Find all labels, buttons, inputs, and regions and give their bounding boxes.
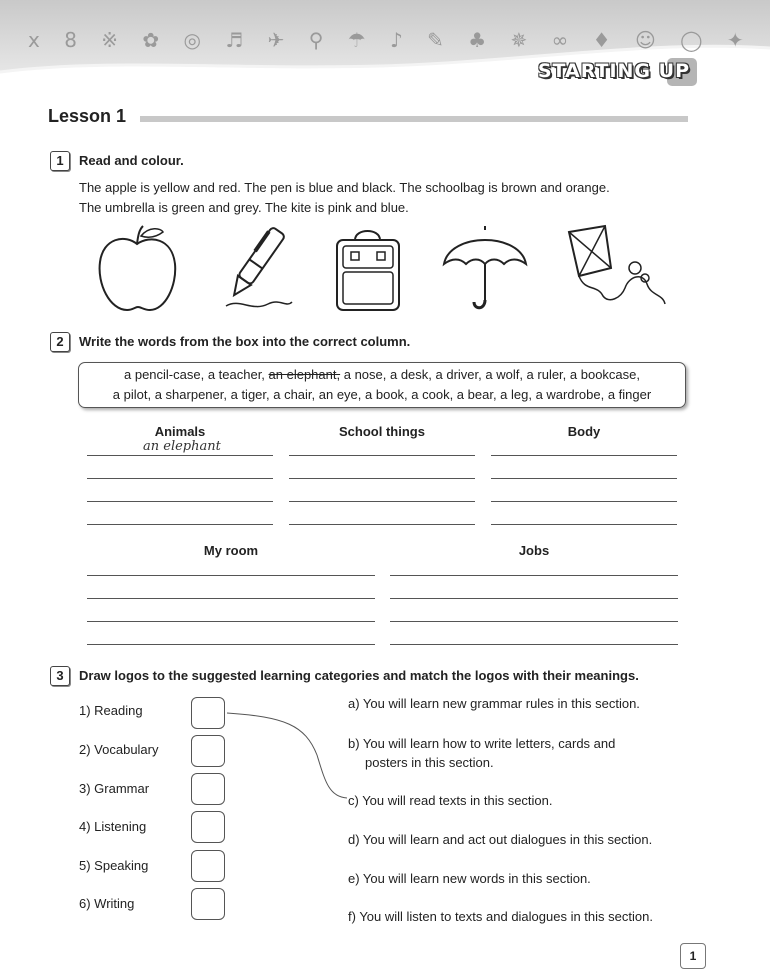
exercise-1-text-line1: The apple is yellow and red. The pen is blue and black. The schoolbag is brown and orange. bbox=[79, 180, 610, 195]
answer-line[interactable] bbox=[491, 455, 677, 456]
column-header-my-room: My room bbox=[203, 543, 259, 558]
answer-line[interactable] bbox=[390, 621, 678, 622]
category-listening: 4) Listening bbox=[79, 819, 147, 834]
apple-icon bbox=[95, 222, 180, 314]
logo-box-listening[interactable] bbox=[191, 811, 225, 843]
answer-line[interactable] bbox=[390, 644, 678, 645]
word-box bbox=[78, 362, 686, 408]
word-box-line2: a pilot, a sharpener, a tiger, a chair, an eye, a book, a cook, a bear, a leg, a wardrobe, a finger bbox=[112, 387, 652, 402]
exercise-3-number: 3 bbox=[50, 666, 70, 686]
category-speaking: 5) Speaking bbox=[79, 858, 149, 873]
logo-box-speaking[interactable] bbox=[191, 850, 225, 882]
answer-line[interactable] bbox=[289, 524, 475, 525]
exercise-1-text-line2: The umbrella is green and grey. The kite is pink and blue. bbox=[79, 200, 409, 215]
meaning-f: f) You will listen to texts and dialogues in this section. bbox=[348, 909, 653, 924]
meaning-b-line1: b) You will learn how to write letters, cards and bbox=[348, 736, 616, 751]
word-box-line1 bbox=[79, 365, 685, 385]
exercise-1-number: 1 bbox=[50, 151, 70, 171]
exercise-2-instruction: Write the words from the box into the correct column. bbox=[79, 334, 411, 349]
answer-line[interactable] bbox=[289, 455, 475, 456]
meaning-e: e) You will learn new words in this section. bbox=[348, 871, 591, 886]
answer-line[interactable] bbox=[87, 501, 273, 502]
meaning-a: a) You will learn new grammar rules in this section. bbox=[348, 696, 640, 711]
column-header-jobs: Jobs bbox=[518, 543, 550, 558]
logo-box-writing[interactable] bbox=[191, 888, 225, 920]
answer-line[interactable] bbox=[491, 501, 677, 502]
logo-box-reading[interactable] bbox=[191, 697, 225, 729]
logo-box-vocabulary[interactable] bbox=[191, 735, 225, 767]
answer-line[interactable] bbox=[390, 575, 678, 576]
column-header-animals: Animals bbox=[154, 424, 206, 439]
logo-box-grammar[interactable] bbox=[191, 773, 225, 805]
meaning-b-line2: posters in this section. bbox=[365, 755, 494, 770]
lesson-title: Lesson 1 bbox=[48, 106, 127, 126]
answer-line[interactable] bbox=[289, 478, 475, 479]
answer-line[interactable] bbox=[87, 524, 273, 525]
example-answer: an elephant bbox=[143, 439, 221, 454]
category-vocabulary: 2) Vocabulary bbox=[79, 742, 159, 757]
answer-line[interactable] bbox=[87, 598, 375, 599]
match-line-example bbox=[225, 705, 350, 805]
answer-line[interactable] bbox=[491, 524, 677, 525]
word-box-line1-start: a pencil-case, a teacher, bbox=[124, 367, 269, 382]
column-header-body: Body bbox=[567, 424, 601, 439]
kite-icon bbox=[565, 222, 670, 314]
answer-line[interactable] bbox=[491, 478, 677, 479]
lesson-title-rule bbox=[140, 116, 688, 122]
answer-line[interactable] bbox=[87, 644, 375, 645]
answer-line[interactable] bbox=[87, 455, 273, 456]
category-grammar: 3) Grammar bbox=[79, 781, 150, 796]
exercise-2-number: 2 bbox=[50, 332, 70, 352]
answer-line[interactable] bbox=[87, 621, 375, 622]
column-header-school-things: School things bbox=[339, 424, 425, 439]
category-writing: 6) Writing bbox=[79, 896, 135, 911]
answer-line[interactable] bbox=[289, 501, 475, 502]
answer-line[interactable] bbox=[390, 598, 678, 599]
exercise-3-instruction: Draw logos to the suggested learning categories and match the logos with their meanings. bbox=[79, 668, 639, 683]
exercise-1-instruction: Read and colour. bbox=[79, 153, 184, 168]
answer-line[interactable] bbox=[87, 478, 273, 479]
meaning-d: d) You will learn and act out dialogues in this section. bbox=[348, 832, 653, 847]
schoolbag-icon bbox=[325, 222, 410, 314]
category-reading: 1) Reading bbox=[79, 703, 143, 718]
word-box-crossed-word: an elephant, bbox=[268, 367, 341, 382]
umbrella-icon bbox=[440, 222, 530, 314]
section-title: STARTING UP bbox=[537, 60, 690, 82]
answer-line[interactable] bbox=[87, 575, 375, 576]
header-decoration-glyphs: x 8 ※ ✿ ◎ ♬ ✈ ⚲ ☂ ♪ ✎ ♣ ✵ ∞ ♦ ☺ ◯ ✦ bbox=[28, 28, 753, 52]
meaning-c: c) You will read texts in this section. bbox=[348, 793, 553, 808]
page-number: 1 bbox=[680, 943, 706, 969]
word-box-line1-end: a nose, a desk, a driver, a wolf, a ruler, a bookcase, bbox=[340, 367, 640, 382]
pen-icon bbox=[210, 222, 295, 314]
